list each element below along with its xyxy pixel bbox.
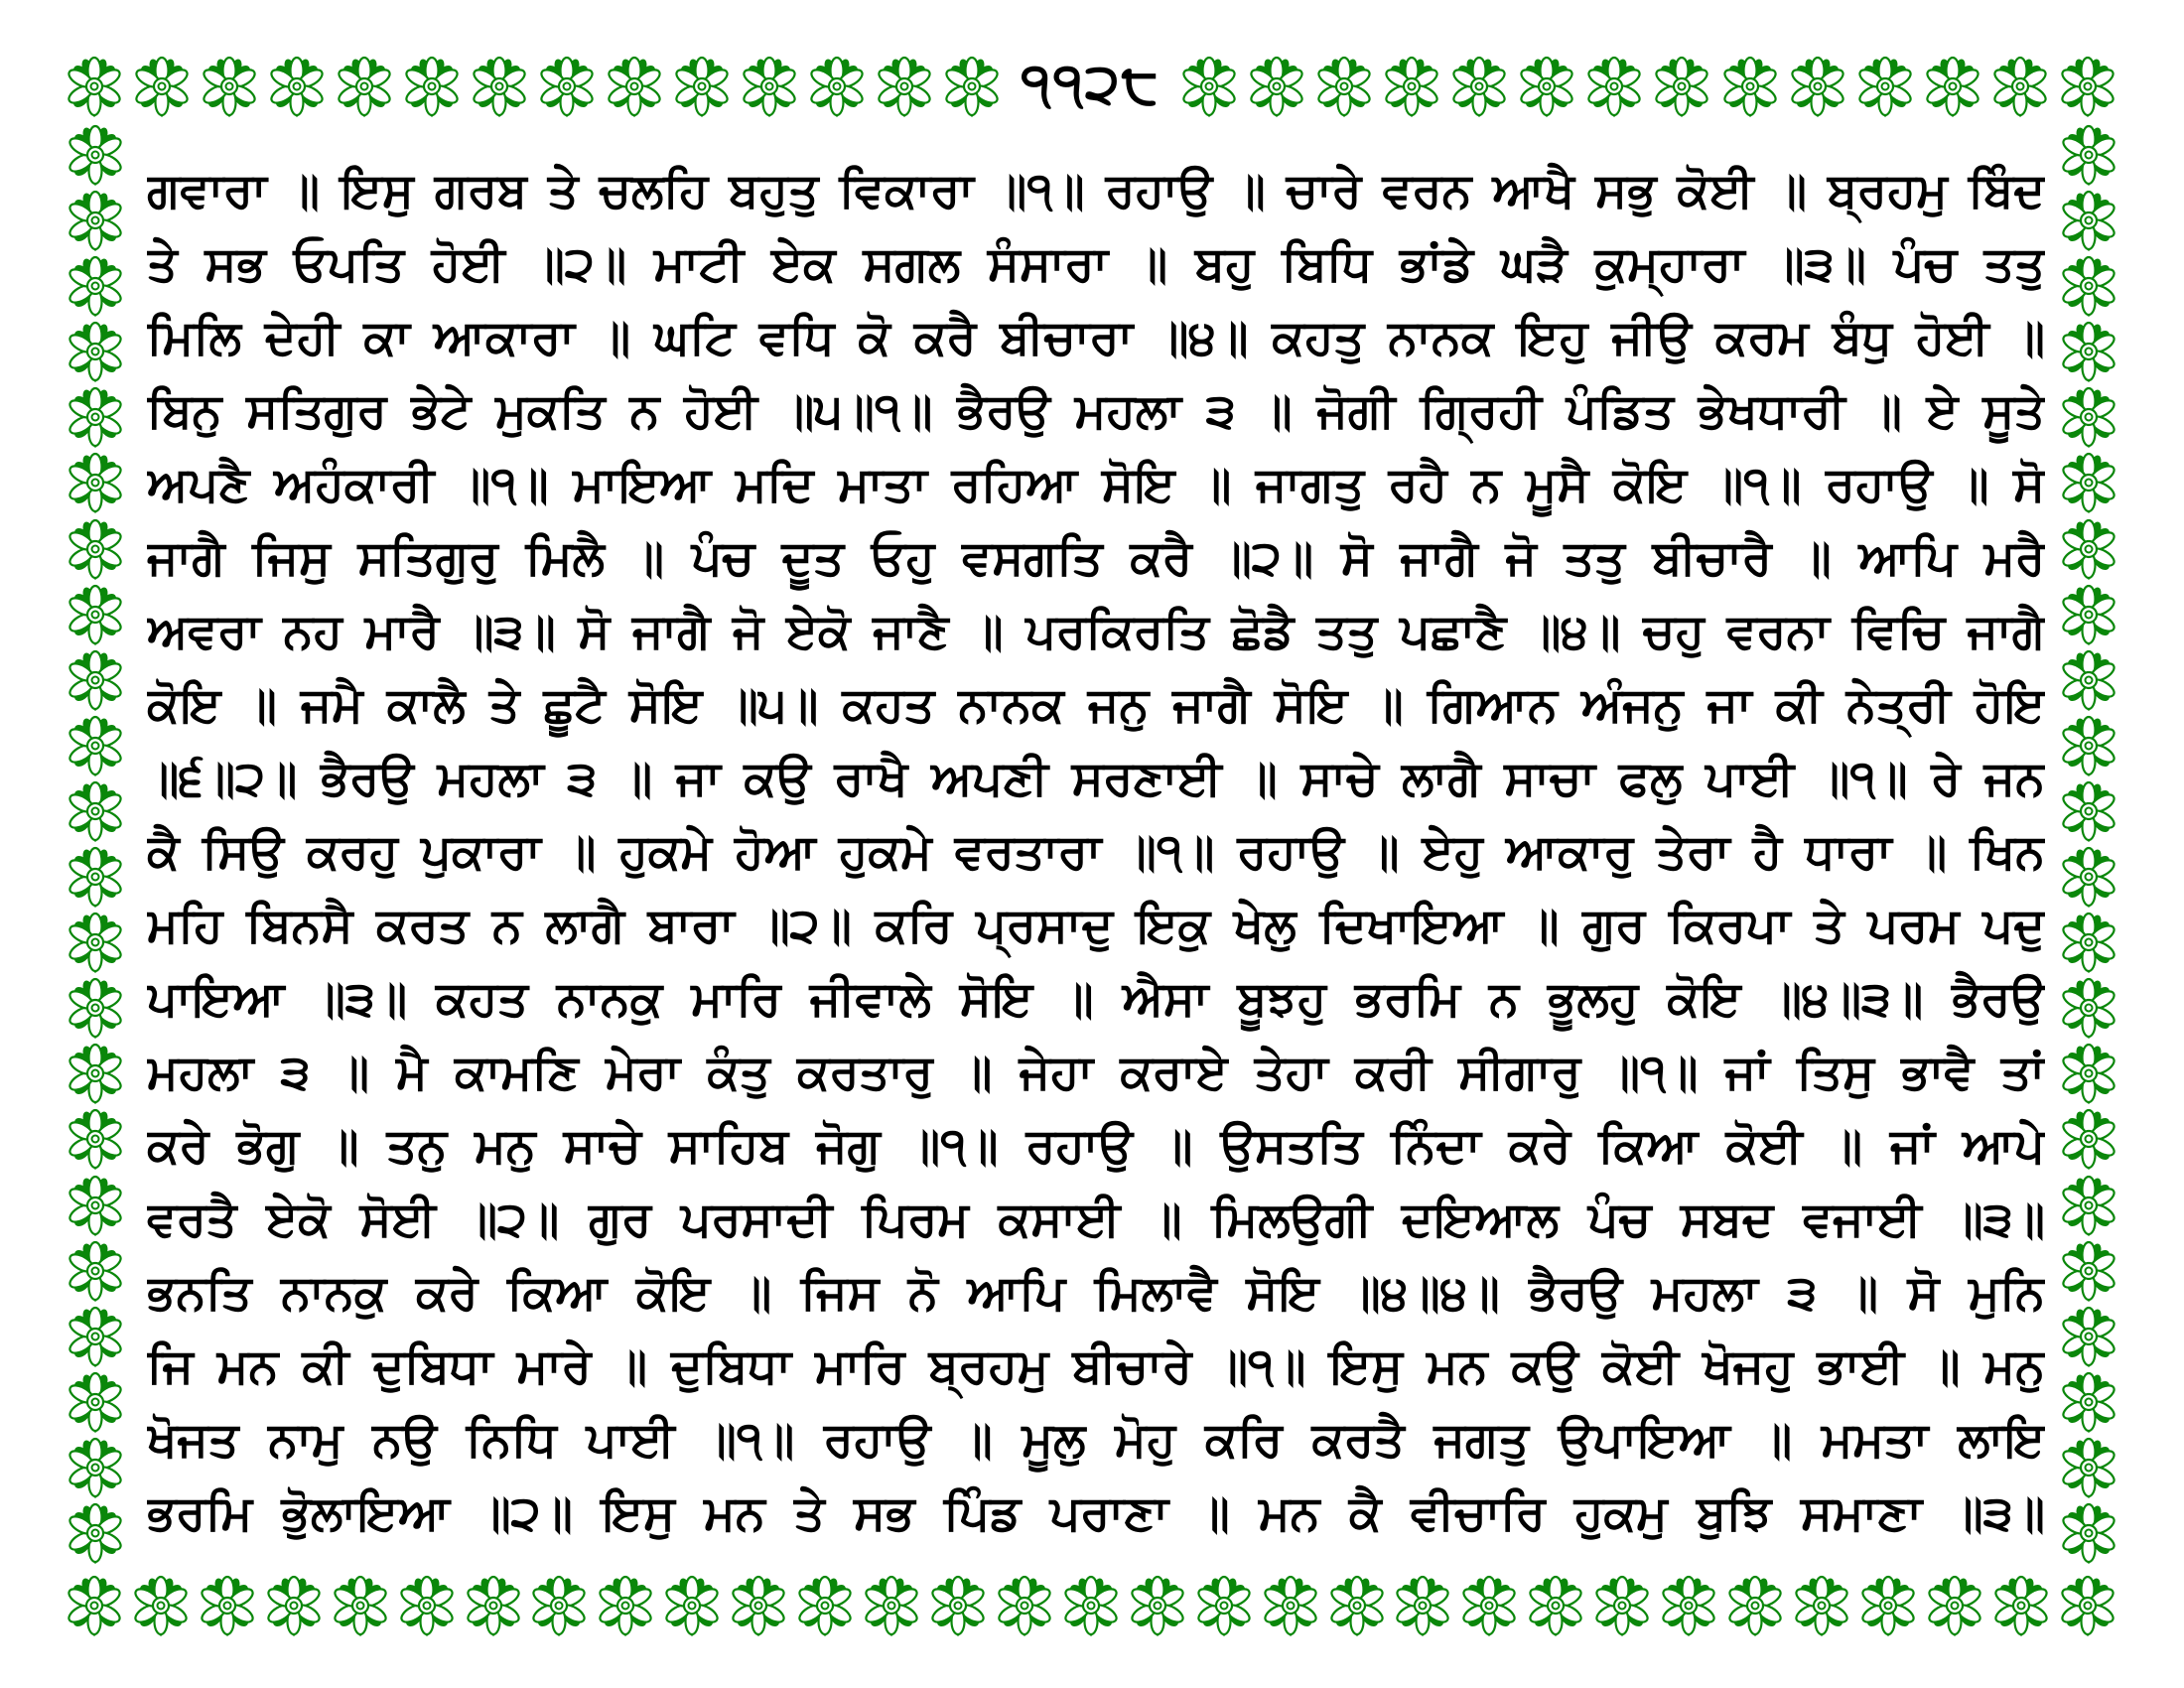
scripture-line-7: ਅਵਰਾ ਨਹ ਮਾਰੈ ॥੩॥ ਸੋ ਜਾਗੈ ਜੋ ਏਕੋ ਜਾਣੈ ॥ ਪਰਕਿਰਤਿ ਛੋਡੈ ਤਤੁ ਪਛਾਣੈ ॥੪॥ ਚਹੁ ਵਰਨਾ ਵਿਚਿ ਜਾਗੈ: [147, 606, 2045, 658]
flower-icon: [1923, 1574, 1986, 1637]
flower-icon: [727, 1574, 790, 1637]
flower-icon: [64, 779, 127, 843]
scripture-line-18: ਖੋਜਤ ਨਾਮੁ ਨਉ ਨਿਧਿ ਪਾਈ ॥੧॥ ਰਹਾਉ ॥ ਮੂਲੁ ਮੋਹੁ ਕਰਿ ਕਰਤੈ ਜਗਤੁ ਉਪਾਇਆ ॥ ਮਮਤਾ ਲਾਇ: [147, 1414, 2045, 1467]
flower-icon: [1447, 55, 1511, 118]
flower-icon: [2057, 123, 2120, 187]
page-number: ੧੧੨੮: [1021, 52, 1160, 114]
flower-icon: [64, 911, 127, 974]
scripture-text: [147, 155, 2045, 1551]
flower-icon: [2057, 976, 2120, 1040]
flower-icon: [594, 1574, 657, 1637]
flower-icon: [64, 254, 127, 318]
flower-icon: [1524, 1574, 1587, 1637]
flower-icon: [64, 583, 127, 646]
flower-icon: [395, 1574, 459, 1637]
scripture-line-19: ਭਰਮਿ ਭੋੁਲਾਇਆ ॥੨॥ ਇਸੁ ਮਨ ਤੇ ਸਭ ਪਿੰਡ ਪਰਾਣਾ ॥ ਮਨ ਕੈ ਵੀਚਾਰਿ ਹੁਕਮੁ ਬੁਝਿ ਸਮਾਣਾ ॥੩॥: [147, 1487, 2045, 1540]
flower-icon: [793, 1574, 857, 1637]
scripture-line-2: ਤੇ ਸਭ ਓਪਤਿ ਹੋਈ ॥੨॥ ਮਾਟੀ ਏਕ ਸਗਲ ਸੰਸਾਰਾ ॥ ਬਹੁ ਬਿਧਿ ਭਾਂਡੇ ਘੜੈ ਕੁਮ੍ਹਾਰਾ ॥੩॥ ਪੰਚ ਤਤੁ: [147, 238, 2045, 291]
flower-icon: [2057, 779, 2120, 843]
flower-icon: [2057, 583, 2120, 646]
flower-icon: [64, 845, 127, 909]
scripture-line-15: ਵਰਤੈ ਏਕੋ ਸੋਈ ॥੨॥ ਗੁਰ ਪਰਸਾਦੀ ਪਿਰਮ ਕਸਾਈ ॥ ਮਿਲਉਗੀ ਦਇਆਲ ਪੰਚ ਸਬਦ ਵਜਾਈ ॥੩॥: [147, 1194, 2045, 1246]
flower-icon: [603, 55, 666, 118]
flower-icon: [64, 648, 127, 712]
flower-icon: [873, 55, 936, 118]
scripture-line-3: ਮਿਲਿ ਦੇਹੀ ਕਾ ਆਕਾਰਾ ॥ ਘਟਿ ਵਧਿ ਕੋ ਕਰੈ ਬੀਚਾਰਾ ॥੪॥ ਕਹਤੁ ਨਾਨਕ ਇਹੁ ਜੀਉ ਕਰਮ ਬੰਧੁ ਹੋਈ ॥: [147, 312, 2045, 364]
flower-icon: [1921, 55, 1984, 118]
flower-icon: [63, 1574, 126, 1637]
flower-icon: [2057, 385, 2120, 449]
flower-icon: [1988, 55, 2052, 118]
flower-icon: [198, 55, 261, 118]
flower-icon: [262, 1574, 326, 1637]
scripture-line-4: ਬਿਨੁ ਸਤਿਗੁਰ ਭੇਟੇ ਮੁਕਤਿ ਨ ਹੋਈ ॥੫॥੧॥ ਭੈਰਉ ਮਹਲਾ ੩ ॥ ਜੋਗੀ ਗ੍ਰਿਹੀ ਪੰਡਿਤ ਭੇਖਧਾਰੀ ॥ ਏ ਸੂਤੇ: [147, 385, 2045, 438]
flower-icon: [1391, 1574, 1454, 1637]
scripture-line-13: ਮਹਲਾ ੩ ॥ ਮੈ ਕਾਮਣਿ ਮੇਰਾ ਕੰਤੁ ਕਰਤਾਰੁ ॥ ਜੇਹਾ ਕਰਾਏ ਤੇਹਾ ਕਰੀ ਸੀਗਾਰੁ ॥੧॥ ਜਾਂ ਤਿਸੁ ਭਾਵੈ ਤਾਂ: [147, 1047, 2045, 1099]
flower-icon: [1790, 1574, 1853, 1637]
flower-icon: [1177, 55, 1241, 118]
flower-icon: [196, 1574, 259, 1637]
flower-icon: [1457, 1574, 1521, 1637]
scripture-line-11: ਮਹਿ ਬਿਨਸੈ ਕਰਤ ਨ ਲਾਗੈ ਬਾਰਾ ॥੨॥ ਕਰਿ ਪ੍ਰਸਾਦੁ ਇਕੁ ਖੇਲੁ ਦਿਖਾਇਆ ॥ ਗੁਰ ਕਿਰਪਾ ਤੇ ਪਰਮ ਪਦੁ: [147, 900, 2045, 952]
flower-icon: [2057, 1042, 2120, 1105]
scripture-line-14: ਕਰੇ ਭੋਗੁ ॥ ਤਨੁ ਮਨੁ ਸਾਚੇ ਸਾਹਿਬ ਜੋਗੁ ॥੧॥ ਰਹਾਉ ॥ ਉਸਤਤਿ ਨਿੰਦਾ ਕਰੇ ਕਿਆ ਕੋਈ ॥ ਜਾਂ ਆਪੇ: [147, 1120, 2045, 1173]
flower-icon: [2057, 1107, 2120, 1171]
flower-icon: [2057, 254, 2120, 318]
flower-icon: [670, 55, 734, 118]
scripture-line-16: ਭਨਤਿ ਨਾਨਕੁ ਕਰੇ ਕਿਆ ਕੋਇ ॥ ਜਿਸ ਨੋ ਆਪਿ ਮਿਲਾਵੈ ਸੋਇ ॥੪॥੪॥ ਭੈਰਉ ਮਹਲਾ ੩ ॥ ਸੋ ਮੁਨਿ: [147, 1267, 2045, 1320]
flower-icon: [2057, 648, 2120, 712]
flower-icon: [2057, 1370, 2120, 1434]
flower-icon: [2057, 845, 2120, 909]
flower-icon: [64, 451, 127, 514]
border-right: [2056, 123, 2121, 1565]
scripture-line-1: ਗਵਾਰਾ ॥ ਇਸੁ ਗਰਬ ਤੇ ਚਲਹਿ ਬਹੁਤੁ ਵਿਕਾਰਾ ॥੧॥ ਰਹਾਉ ॥ ਚਾਰੇ ਵਰਨ ਆਖੈ ਸਭੁ ਕੋਈ ॥ ਬ੍ਰਹਮੁ ਬਿੰਦ: [147, 165, 2045, 217]
border-top-left: [63, 54, 1004, 119]
scripture-line-6: ਜਾਗੈ ਜਿਸੁ ਸਤਿਗੁਰੁ ਮਿਲੈ ॥ ਪੰਚ ਦੂਤ ਓਹੁ ਵਸਗਤਿ ਕਰੈ ॥੨॥ ਸੋ ਜਾਗੈ ਜੋ ਤਤੁ ਬੀਚਾਰੈ ॥ ਆਪਿ ਮਰੈ: [147, 532, 2045, 585]
flower-icon: [1657, 1574, 1720, 1637]
flower-icon: [2057, 1174, 2120, 1237]
scripture-line-5: ਅਪਣੈ ਅਹੰਕਾਰੀ ॥੧॥ ਮਾਇਆ ਮਦਿ ਮਾਤਾ ਰਹਿਆ ਸੋਇ ॥ ਜਾਗਤੁ ਰਹੈ ਨ ਮੂਸੈ ਕੋਇ ॥੧॥ ਰਹਾਉ ॥ ਸੋ: [147, 459, 2045, 511]
flower-icon: [64, 1174, 127, 1237]
flower-icon: [64, 517, 127, 581]
flower-icon: [2057, 1239, 2120, 1303]
flower-icon: [64, 1107, 127, 1171]
flower-icon: [926, 1574, 990, 1637]
flower-icon: [1245, 55, 1308, 118]
flower-icon: [130, 55, 194, 118]
flower-icon: [265, 55, 329, 118]
flower-icon: [1380, 55, 1443, 118]
flower-icon: [468, 55, 531, 118]
flower-icon: [527, 1574, 591, 1637]
flower-icon: [860, 1574, 923, 1637]
flower-icon: [1515, 55, 1578, 118]
flower-icon: [2057, 451, 2120, 514]
scripture-line-8: ਕੋਇ ॥ ਜਮੈ ਕਾਲੈ ਤੇ ਛੂਟੈ ਸੋਇ ॥੫॥ ਕਹਤ ਨਾਨਕ ਜਨੁ ਜਾਗੈ ਸੋਇ ॥ ਗਿਆਨ ਅੰਜਨੁ ਜਾ ਕੀ ਨੇਤ੍ਰੀ ਹੋਇ: [147, 679, 2045, 732]
flower-icon: [1126, 1574, 1189, 1637]
flower-icon: [329, 1574, 392, 1637]
flower-icon: [1718, 55, 1782, 118]
flower-icon: [64, 1305, 127, 1368]
flower-icon: [535, 55, 599, 118]
flower-icon: [993, 1574, 1056, 1637]
flower-icon: [333, 55, 396, 118]
flower-icon: [129, 1574, 193, 1637]
flower-icon: [64, 320, 127, 383]
flower-icon: [1650, 55, 1713, 118]
flower-icon: [2057, 911, 2120, 974]
flower-icon: [64, 1436, 127, 1499]
flower-icon: [64, 1042, 127, 1105]
flower-icon: [1853, 55, 1917, 118]
border-top-right: [1177, 54, 2119, 119]
flower-icon: [462, 1574, 525, 1637]
flower-icon: [63, 55, 126, 118]
flower-icon: [2057, 189, 2120, 252]
flower-icon: [1590, 1574, 1654, 1637]
flower-icon: [660, 1574, 724, 1637]
flower-icon: [2056, 1574, 2119, 1637]
flower-icon: [64, 976, 127, 1040]
flower-icon: [738, 55, 801, 118]
border-bottom: [63, 1573, 2119, 1638]
flower-icon: [2057, 1501, 2120, 1565]
flower-icon: [2057, 1305, 2120, 1368]
flower-icon: [2056, 55, 2119, 118]
scripture-line-12: ਪਾਇਆ ॥੩॥ ਕਹਤ ਨਾਨਕੁ ਮਾਰਿ ਜੀਵਾਲੇ ਸੋਇ ॥ ਐਸਾ ਬੂਝਹੁ ਭਰਮਿ ਨ ਭੂਲਹੁ ਕੋਇ ॥੪॥੩॥ ਭੈਰਉ: [147, 973, 2045, 1026]
flower-icon: [1582, 55, 1646, 118]
flower-icon: [1856, 1574, 1920, 1637]
flower-icon: [1989, 1574, 2053, 1637]
flower-icon: [64, 123, 127, 187]
scripture-line-17: ਜਿ ਮਨ ਕੀ ਦੁਬਿਧਾ ਮਾਰੇ ॥ ਦੁਬਿਧਾ ਮਾਰਿ ਬ੍ਰਹਮੁ ਬੀਚਾਰੇ ॥੧॥ ਇਸੁ ਮਨ ਕਉ ਕੋਈ ਖੋਜਹੁ ਭਾਈ ॥ ਮਨੁ: [147, 1340, 2045, 1393]
flower-icon: [1192, 1574, 1256, 1637]
flower-icon: [2057, 320, 2120, 383]
flower-icon: [2057, 1436, 2120, 1499]
scripture-line-10: ਕੈ ਸਿਉ ਕਰਹੁ ਪੁਕਾਰਾ ॥ ਹੁਕਮੇ ਹੋਆ ਹੁਕਮੇ ਵਰਤਾਰਾ ॥੧॥ ਰਹਾਉ ॥ ਏਹੁ ਆਕਾਰੁ ਤੇਰਾ ਹੈ ਧਾਰਾ ॥ ਖਿਨ: [147, 826, 2045, 879]
flower-icon: [400, 55, 464, 118]
flower-icon: [64, 1239, 127, 1303]
flower-icon: [64, 1501, 127, 1565]
scripture-line-9: ॥੬॥੨॥ ਭੈਰਉ ਮਹਲਾ ੩ ॥ ਜਾ ਕਉ ਰਾਖੈ ਅਪਣੀ ਸਰਣਾਈ ॥ ਸਾਚੇ ਲਾਗੈ ਸਾਚਾ ਫਲੁ ਪਾਈ ॥੧॥ ਰੇ ਜਨ: [147, 753, 2045, 805]
flower-icon: [1312, 55, 1376, 118]
flower-icon: [64, 714, 127, 777]
flower-icon: [940, 55, 1004, 118]
border-left: [63, 123, 128, 1565]
flower-icon: [2057, 517, 2120, 581]
flower-icon: [64, 189, 127, 252]
flower-icon: [1325, 1574, 1389, 1637]
flower-icon: [1259, 1574, 1322, 1637]
flower-icon: [805, 55, 869, 118]
flower-icon: [2057, 714, 2120, 777]
flower-icon: [1786, 55, 1849, 118]
flower-icon: [64, 1370, 127, 1434]
flower-icon: [1723, 1574, 1787, 1637]
flower-icon: [64, 385, 127, 449]
flower-icon: [1059, 1574, 1123, 1637]
